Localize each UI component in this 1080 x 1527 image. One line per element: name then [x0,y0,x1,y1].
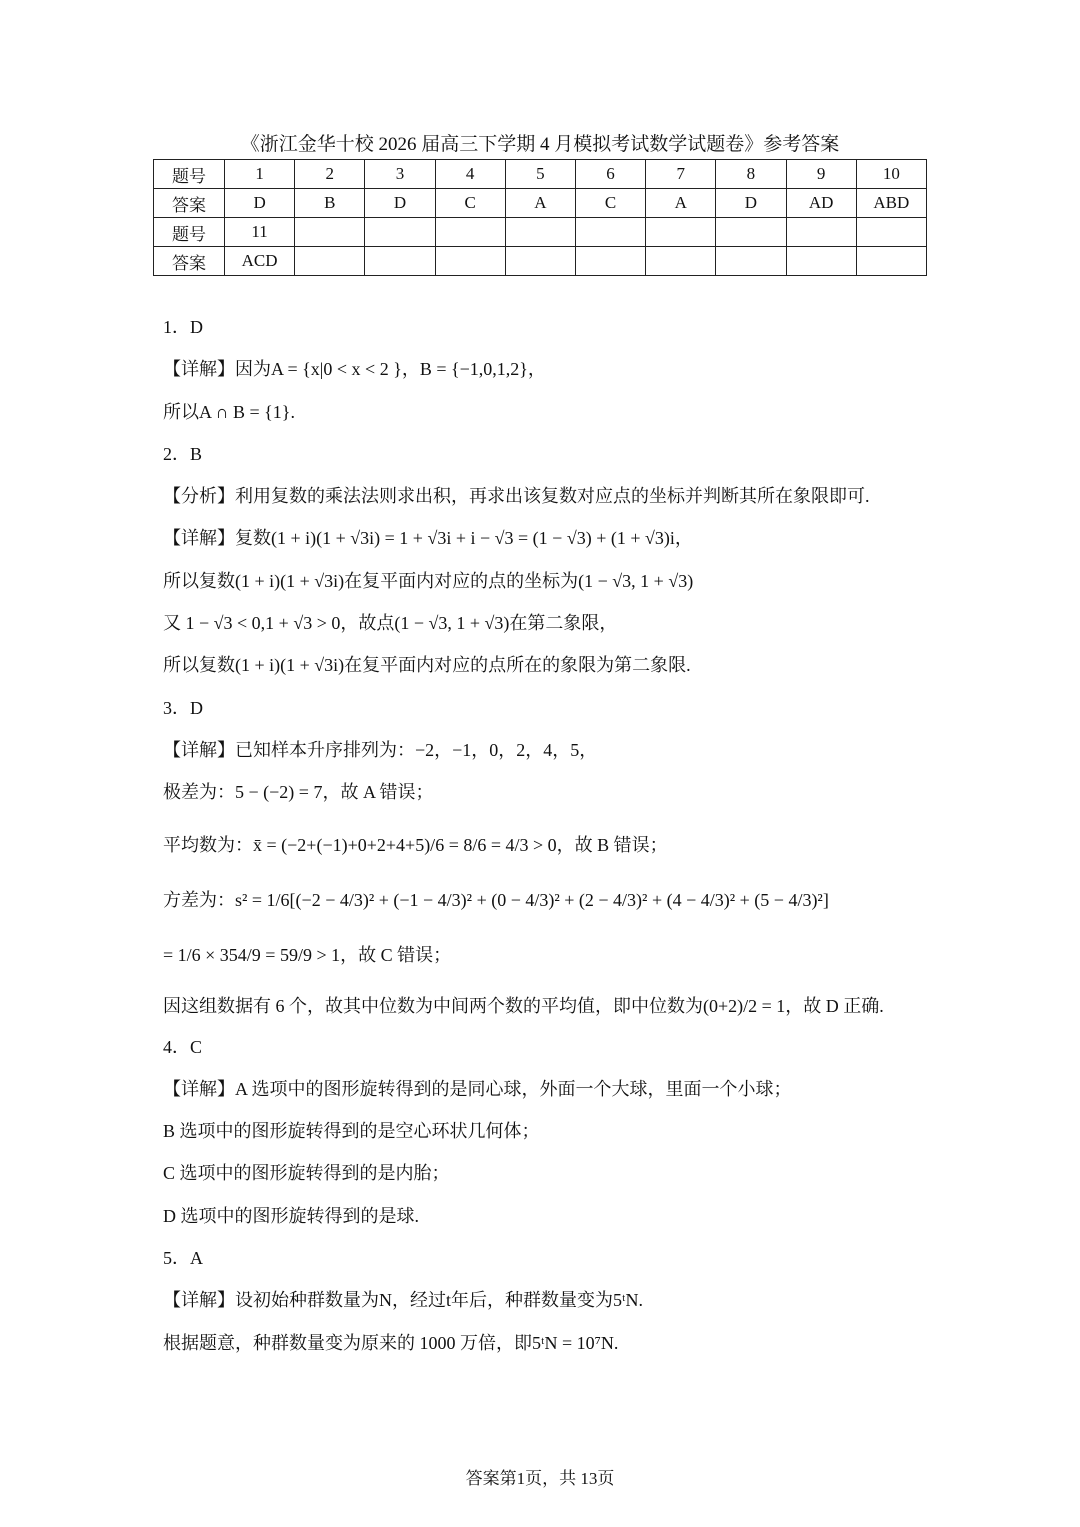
solution-line: 【分析】利用复数的乘法法则求出积，再求出该复数对应点的坐标并判断其所在象限即可. [163,486,870,507]
solutions-body [163,312,933,1370]
solution-line: 3．D [163,697,203,718]
table-cell: 题号 [154,160,225,189]
table-cell [365,218,435,247]
table-cell [365,247,435,276]
solution-line: B 选项中的图形旋转得到的是空心环状几何体； [163,1121,540,1142]
solution-line: 【详解】A 选项中的图形旋转得到的是同心球，外面一个大球，里面一个小球； [163,1078,792,1099]
solution-line: = 1/6 × 354/9 = 59/9 > 1，故 C 错误； [163,944,452,965]
table-cell [786,247,856,276]
solution-line: 1．D [163,317,203,337]
table-cell: C [435,189,505,218]
table-cell: B [295,189,365,218]
table-row [154,160,927,189]
solution-line: 所以复数(1 + i)(1 + √3i)在复平面内对应的点所在的象限为第二象限. [163,655,691,676]
table-cell [646,218,716,247]
table-cell: ABD [856,189,926,218]
solution-line: 根据题意，种群数量变为原来的 1000 万倍，即5ᵗN = 10⁷N. [163,1332,619,1353]
table-cell [786,218,856,247]
solution-line: 平均数为：x̄ = (−2+(−1)+0+2+4+5)/6 = 8/6 = 4/3 > 0，故 B 错误； [163,834,668,855]
table-cell: 题号 [154,218,225,247]
solution-line: 2．B [163,443,203,464]
table-cell: 2 [295,160,365,189]
page-footer: 答案第1页，共 13页 [465,1469,615,1488]
solution-line: 【详解】因为A = {x|0 < x < 2 }，B = {−1,0,1,2}， [163,359,546,380]
table-cell: D [225,189,295,218]
table-cell: D [365,189,435,218]
solution-line: C 选项中的图形旋转得到的是内胎； [163,1163,450,1184]
table-cell [575,247,645,276]
table-cell: C [575,189,645,218]
table-cell [505,218,575,247]
table-cell [575,218,645,247]
solution-line: 【详解】复数(1 + i)(1 + √3i) = 1 + √3i + i − √3 = (1 − √3) + (1 + √3)i， [163,528,693,549]
table-cell: A [646,189,716,218]
table-cell [435,218,505,247]
document-title: 《浙江金华十校 2026 届高三下学期 4 月模拟考试数学试题卷》参考答案 [240,134,840,155]
table-cell: 5 [505,160,575,189]
table-row [154,189,927,218]
solution-line: 【详解】已知样本升序排列为：−2，−1，0，2，4，5， [163,739,598,760]
table-cell: 10 [856,160,926,189]
table-cell [295,247,365,276]
table-cell [505,247,575,276]
table-cell: AD [786,189,856,218]
table-cell [856,218,926,247]
table-cell: 7 [646,160,716,189]
solution-line: 4．C [163,1036,203,1057]
solution-line: 因这组数据有 6 个，故其中位数为中间两个数的平均值，即中位数为(0+2)/2 = 1，故 D 正确. [163,995,884,1016]
table-cell [856,247,926,276]
table-cell: 3 [365,160,435,189]
solution-line: 所以A ∩ B = {1}. [163,401,295,422]
table-cell: 1 [225,160,295,189]
table-cell: 11 [225,218,295,247]
answer-table [153,159,927,276]
table-cell: 答案 [154,247,225,276]
table-cell [295,218,365,247]
table-cell: 答案 [154,189,225,218]
table-cell: D [716,189,786,218]
table-cell [646,247,716,276]
solution-line: 5．A [163,1248,203,1269]
table-row [154,247,927,276]
table-cell: 9 [786,160,856,189]
solution-line: 方差为：s² = 1/6[(−2 − 4/3)² + (−1 − 4/3)² + (0 − 4/3)² + (2 − 4/3)² + (4 − 4/3)² + (5 − 4/3)²] [163,889,829,910]
solution-line: 又 1 − √3 < 0,1 + √3 > 0，故点(1 − √3, 1 + √3)在第二象限， [163,613,618,634]
table-cell [435,247,505,276]
table-cell: A [505,189,575,218]
table-cell: 6 [575,160,645,189]
solution-line: 【详解】设初始种群数量为N，经过t年后，种群数量变为5ᵗN. [163,1290,643,1311]
table-cell [716,218,786,247]
table-cell: 4 [435,160,505,189]
table-cell: 8 [716,160,786,189]
table-row [154,218,927,247]
solution-line: D 选项中的图形旋转得到的是球. [163,1205,419,1226]
table-cell: ACD [225,247,295,276]
table-cell [716,247,786,276]
solution-line: 极差为：5 − (−2) = 7，故 A 错误； [163,782,434,803]
solution-line: 所以复数(1 + i)(1 + √3i)在复平面内对应的点的坐标为(1 − √3, 1 + √3) [163,570,694,591]
